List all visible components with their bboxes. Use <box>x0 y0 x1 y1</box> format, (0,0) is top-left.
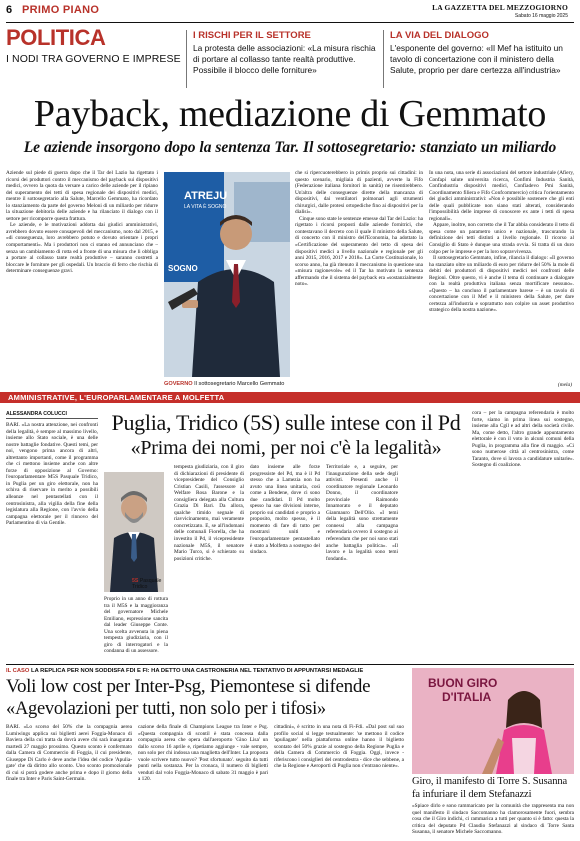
article2-col6 <box>472 410 574 660</box>
sidebar-right-text: L'esponente del governo: «Il Mef ha istituito un tavolo di concertazione con il ministero della Salute, proprio per dare certezza all'industria» <box>390 43 563 76</box>
main-col1-p2: Le aziende, e le motivazioni addotta dai giudici amministrativi, avrebbero dovuto essere consapevoli del meccanismo, noto dal 2015, e «di conseguenza, loro avrebbero potuto e dovuto orientare i propri comportamenti». Ma i produttori non ci stanno ed annunciano che – senza un cambiamento di rotta ed a fronte di una misura che li obbliga a portare al collasso tante realtà produttive – saranno costretti a bloccare le forniture per gli ospedali. Un braccio di ferro che rischia di determinare conseguenze gravi. <box>6 222 158 275</box>
tridico-photo-art <box>104 472 164 592</box>
section-label: PRIMO PIANO <box>22 4 100 16</box>
sidebar-left-text: La protesta delle associazioni: «La misura rischia di portare al collasso tante realtà produttive. Possibile il blocco delle forniture» <box>193 43 376 76</box>
issue-date: Sabato 16 maggio 2025 <box>514 13 568 19</box>
article3-kicker <box>6 668 363 674</box>
article2-col5-p: Territoriale e, a seguire, per l'inaugurazione della sede degli attivisti. Presenti anche il coordinatore regionale Leonardo Donno, il coordinatore provinciale Raimondo Innamorato e il deputato Gianmauro Dell'Olio. «I temi della legalità sono strettamente connessi alla campagna referendaria ovvero il sostegno ai referendum che per noi sono stati anche battaglia politica». «Il lavoro e la legalità sono temi fondanti». <box>326 464 398 562</box>
gemmato-photo-art <box>164 172 290 377</box>
article3-col3 <box>274 724 404 838</box>
article2-author: ALESSANDRA COLUCCI <box>6 411 67 417</box>
article3-col1-p: BARI. «Lo scorso del 50% che la compagnia aerea Lumiwings applica sui biglietti aerei Foggia-Monaco di Baviera della cui tratta da dovrà avere chi sarà inaugurata martedì 27 maggio prossimo. Questo sconto è confermato dalla Camera di Commercio di Foggia, il cui presidente, Giuseppe Di Carlo è deve anche l'idea del codice 'Apulia-gate' che dà diritto allo sconto. Uno sconto promozionale di cui si potrà godere anche prima e dopo il giorno della finale tra Inter e Paris Saint-Germain. <box>6 724 132 783</box>
article2-col4 <box>250 464 320 660</box>
tridico-caption-text: Pasquale Tridico <box>132 578 162 590</box>
main-col2 <box>295 170 423 388</box>
tridico-photo <box>104 472 164 592</box>
kicker-politica: POLITICA <box>6 25 106 50</box>
article3-col3-p: cittadini», è scritto in una nota di Fi-Fdi. «Dal post sul suo profilo social si legge testualmente: 'se mettono il codice 'apuliagate' nella piattaforma online hanno il biglietto scontato del 50% grazie al sostegno della Regione Puglia e della Camera di Commercio di Foggia. Oggi, invece - riferiscono i consiglieri del centrodestra - dice che sebbene, a che la Regione e Aeroporti di Puglia non c'entrano niente». <box>274 724 404 770</box>
article3-subheadline: «Agevolazioni per tutti, non solo per i tifosi» <box>6 699 326 719</box>
main-col3-p2: Appare, inoltre, non corretto che il Tar abbia considerato il tetto di spesa come un parametro unico e nazionale, trascurando la definizione dei tetti distinti a livello regionale. Il ricorso al Consiglio di Stato è dunque una strada ovvia. Si tratta di un duro colpo per le imprese e per la loro sopravvivenza. <box>429 222 574 255</box>
tridico-caption <box>132 578 168 590</box>
main-signature: (mela) <box>557 382 572 388</box>
header-rule <box>6 22 574 23</box>
atreju-text: ATREJU <box>184 190 228 202</box>
article3-kicker-label: IL CASO <box>6 668 30 674</box>
kicker-divider <box>186 30 187 88</box>
article2-col1 <box>6 422 98 660</box>
article2-col3 <box>174 464 244 660</box>
gemmato-caption-text: Il sottosegretario Marcello Gemmato <box>194 381 285 387</box>
article2-headline: Puglia, Tridico (5S) sulle intese con il Pd <box>111 410 461 435</box>
main-col1-p1: Aziende sul piede di guerra dopo che il Tar del Lazio ha rigettato i ricorsi dei produttori contro il meccanismo del payback sui dispositivi medici, ovvero la quota da versare a carico delle aziende per il ripiano del superamento dei tetti di spesa regionale dei dispositivi medici, mentre il sottosegretario alla Salute, Marcello Gemmato, ha ricordato lo stanziamento da parte del governo Meloni di un miliardo per ridurre la situazione debitoria delle aziende e ha rilanciato il dialogo con il settore per ricomporre questa frattura. <box>6 170 158 222</box>
band-label: AMMINISTRATIVE, L'EUROPARLAMENTARE A MOLFETTA <box>0 392 580 403</box>
main-col2-p1: che si ripercuoterebbero in primis proprio sui cittadini: in questo scenario, migliaia di pazienti, avverte la Fifo (Federazione italiana fornitori in sanità) ne risentirebbero. Un'altra delle conseguenze dirette della mancanza di dispositivi, dai ventilatori polmonari agli strumenti chirurgici, dalle protesi ortopediche fino ai dispositivi per la dialisi». <box>295 170 423 216</box>
article3-col2-p: cazione della finale di Champions League tra Inter e Psg. «Questa compagnia di scontil è stata concessa dalla compagnia aerea che opera dall'aeroporto 'Gino Lisa' un dallo scorso 16 aprile e, ripetiamo aggiunge - vale sempre, non solo per chi indossa una maglietta dell'Inter. La proposta vuole scrivere tutto nuovo? 'Post sfortunato'. seguito da tutti punti nella sostanza. Per la cronaca, il numero di biglietti venduti dal volo Foggia-Monaco di sabato 31 maggio è pari a 120. <box>138 724 268 783</box>
gemmato-photo <box>164 172 290 377</box>
main-col2-p2: Cinque sono state le sentenze emesse dal Tar del Lazio: ha rigettato i ricorsi proposti dalle aziende fornitrici, che contestavano il decreto con il quale il ministro della Salute, di concerto con il ministro dell'Economia, ha adottato la «Certificazione del superamento del tetto di spesa dei dispositivi medici a livello nazionale e regionale per gli anni 2015, 2016, 2017 e 2018». La Corte Costituzionale, lo scorso anno, ha già ritenuto il meccanismo in questione una «misura ragionevole» ed il Tar ha motivato la sentenza affermando che il sistema del payback era «sostanzialmente noto». <box>295 215 423 288</box>
article3-headline: Voli low cost per Inter-Psg, Piemontese si difende <box>6 676 371 697</box>
sidebar-left-title: I RISCHI PER IL SETTORE <box>193 30 311 41</box>
giro-poster-title-1: BUON GIRO <box>428 676 498 690</box>
article2-col1-p: BARI. «La nostra attenzione, nei confronti della legalità, è sempre al massimo livello, insieme allo Stato sociale, è una delle nostre battaglie fondative. Questi temi, per noi, vengono prima ancora di altri, altrettanto importanti, come il programma che ci mettono insieme anche con altre forze di opposizione al Governo: l'europarlamentare M5S Pasquale Tridico, in Puglia per un giro elettorale, non ha schiva di riservare in merito a possibili alleanze nel pentastellati con il centrosinistra, alla vigilia della fine della legislatura alla Regione, con l'avvio della campagna elettorale per il rinnovo del Parlamentino di via Gentile. <box>6 422 98 527</box>
article2-subheadline: «Prima dei nomi, per noi c'è la legalità» <box>130 437 442 459</box>
main-col1 <box>6 170 158 388</box>
article2-bottom-rule <box>6 664 574 665</box>
giro-poster-title-2: D'ITALIA <box>442 690 492 704</box>
page-number: 6 <box>6 4 13 16</box>
giro-caption-text <box>412 803 574 839</box>
sidebar-right-title: LA VIA DEL DIALOGO <box>390 30 489 41</box>
main-col3 <box>429 170 574 382</box>
main-headline: Payback, mediazione di Gemmato <box>33 93 547 135</box>
main-subheadline: Le aziende insorgono dopo la sentenza Tar. Il sottosegretario: stanziato un miliardo <box>23 139 557 156</box>
article2-col2-p: Proprio in un anno di rottura tra il M5S e la maggioranza del governatore Michele Emiliano, espressione sancita dal leader Giuseppe Conte. Una scelta avvenuta in piena tempesta giudiziaria, con il giro di interrogatori e la condanna di un assessore. <box>104 596 168 655</box>
article2-author-rule <box>6 418 98 419</box>
gemmato-caption-label: GOVERNO <box>164 381 193 387</box>
giro-poster-photo <box>412 668 574 774</box>
main-col3-p1: In una nota, una serie di associazioni del settore industriale (Afiery, Confapi salute universita ricerca, Confimi Industria Sanità, Confindustria dispositivi medici, Confiadevo Pmi Sanità, Coordinamento filiera e Fifo Confcommercio) critica l'orientamento dei giudici amministrativi: «Non è possibile sostenere che gli enti delle quali pubblicate non siano stati alterati, considerando l'impossibilità delle imprese di conoscere ex ante i tetti di spesa regionali». <box>429 170 574 222</box>
giro-caption-title: Giro, il manifesto di Torre S. Susanna fa infuriare il dem Stefanazzi <box>412 776 568 800</box>
article2-col6-p: cora – per la campagna referendaria è molto forte, siamo in prima linea sui sostegno, insieme alla Cgil e ad altri della società civile. Ma, come detto, l'altro grande appuntamento elettorale è con il voto in alcuni comuni della Puglia, in programma alla fine di maggio. «Ci sono numerose città al centrosinistra, come Taranto, dove si lavora a candidature unitarie». Sostegno di coalizione. <box>472 410 574 469</box>
article3-col1 <box>6 724 132 838</box>
tridico-caption-label: 5S <box>132 578 139 584</box>
atreju-sub2: SOGNO <box>168 264 198 273</box>
giro-caption-text-p: «Spiace dirlo e sono rammaricato per la comunità che rappresenta ma non quel manifesto il sindaco Saccomanno ha clamorosamente fuori, sembra cosa che il Giro indichi, ci rammarica a tutti per quanto si è fatto: questa la critica del deputato Pd Claudio Stefanazzi al sindaco di Torre Santa Susanna, il senatore Michele Saccomanno. <box>412 803 574 836</box>
kicker-sublabel: I NODI TRA GOVERNO E IMPRESE <box>6 53 181 65</box>
gemmato-photo-caption <box>164 381 292 387</box>
main-col3-p3: Il sottosegretario Gemmato, infine, rilancia il dialogo: «Il governo ha stanziato oltre un miliardo di euro per ridurre del 50% la mole di debiti dei produttori di dispositivi medici nei confronti delle Regioni. Oltre questo, vi è anche il tema di continuare a dialogare con la realtà produttiva italiana senza mortificare nessuno». «Questo – ha concluso il parlamentare barese – è un tavolo di concertazione con il Mef e il ministero della Salute, per dare certezza all'industria e soprattutto non colpire un asset produttivo strategico della nostra nazione». <box>429 255 574 314</box>
sidebar-divider <box>383 30 384 88</box>
atreju-sub: LA VITA È SOGNO <box>184 204 227 210</box>
article3-kicker-text: LA REPLICA PER NON SODDISFA FDI E FI: HA DETTO UNA CASTRONERIA NEL TENTATIVO DI APPUNTARSI MEDAGLIE <box>31 668 364 674</box>
article2-col4-p: dato insieme alle forze progressiste del Pd, ma è il Pd stesso che a Lamezia non ha avuto una linea unitaria, così come a Bendene, dove ci sono due candidati. Il Pd molto spesso ha sue divisioni interne, proprio sui candidati e proprio a proposito, molto spesso, è il momento di fare di tutto per mostrarsi uniti e l'europarlamentare pentastellato è stato a Molfetta a sostegno del sindaco. <box>250 464 320 556</box>
article2-col3-p: tempesta giudiziaria, con il giro di dichiarazioni di presidente di vicepresidente del Consiglio Cristian Casili, l'assessore al Welfare Rosa Barone e la consigliera delegata alla Cultura Grazia Di Bari. Da allora, qualche timido segnale di riavvicinamento, mai veramente concretizzato. E, se all'indomani delle comunali Fiorella, che ha investito il Pd, il vicepresidente nazionale M5S, il senatore Mario Turco, si è schierato su posizioni critiche. <box>174 464 244 562</box>
article2-col5 <box>326 464 398 660</box>
masthead: LA GAZZETTA DEL MEZZOGIORNO <box>432 3 568 12</box>
article3-col2 <box>138 724 268 838</box>
article2-col2 <box>104 596 168 660</box>
